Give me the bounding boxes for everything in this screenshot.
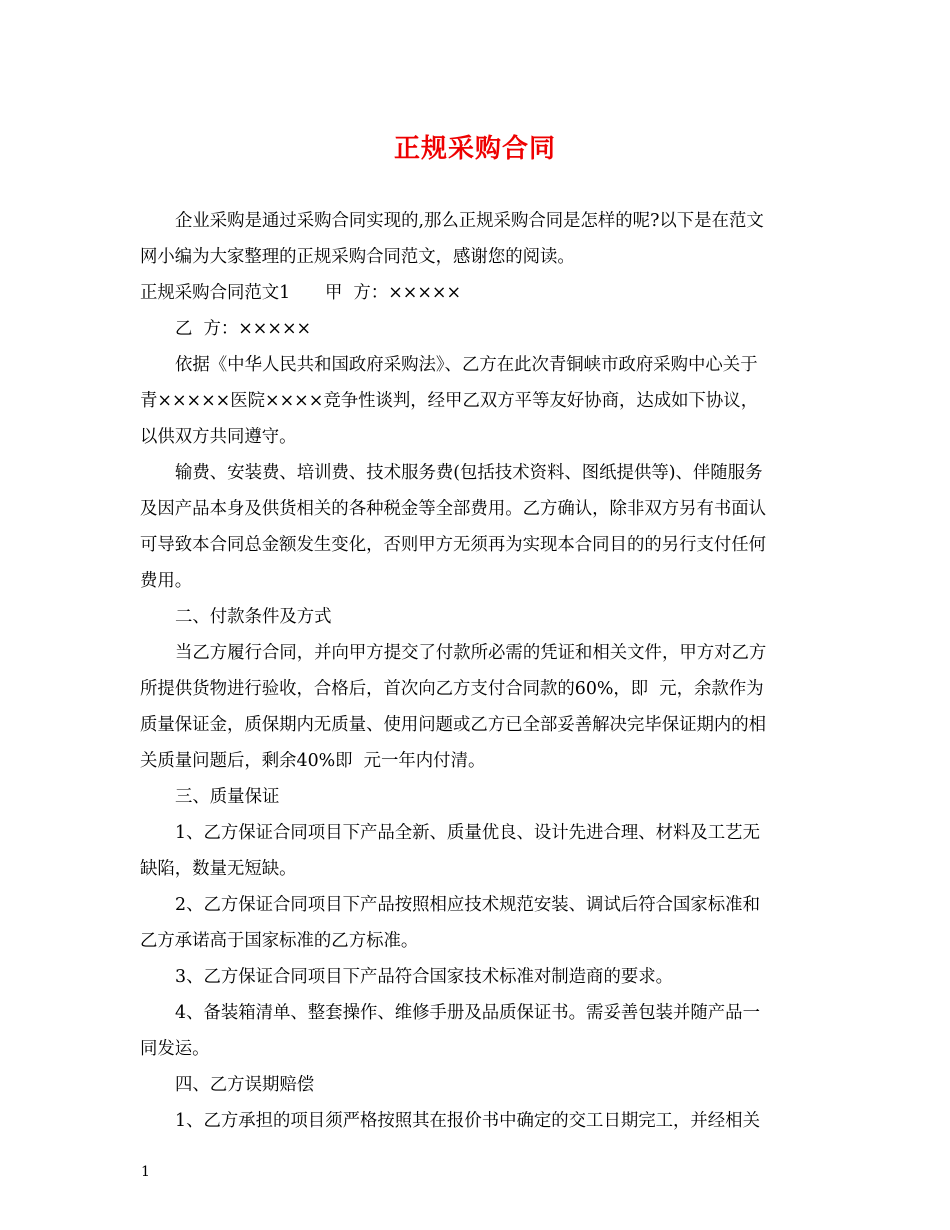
paragraph-line: 3、乙方保证合同项目下产品符合国家技术标准对制造商的要求。 <box>175 967 674 987</box>
paragraph-line: 4、备装箱清单、整套操作、维修手册及品质保证书。需妥善包装并随产品一 <box>175 1003 760 1023</box>
paragraph-line: 同发运。 <box>140 1039 210 1059</box>
document-title: 正规采购合同 <box>393 134 556 164</box>
paragraph-line: 企业采购是通过采购合同实现的,那么正规采购合同是怎样的呢?以下是在范文 <box>175 211 764 231</box>
paragraph-line: 2、乙方保证合同项目下产品按照相应技术规范安装、调试后符合国家标准和 <box>175 895 760 915</box>
party-b-line: 乙 方：××××× <box>175 319 312 339</box>
paragraph-line: 1、乙方承担的项目须严格按照其在报价书中确定的交工日期完工，并经相关 <box>175 1111 760 1131</box>
paragraph-line: 当乙方履行合同，并向甲方提交了付款所必需的凭证和相关文件，甲方对乙方 <box>175 643 767 663</box>
paragraph-line: 网小编为大家整理的正规采购合同范文，感谢您的阅读。 <box>140 247 575 267</box>
paragraph-line: 费用。 <box>140 571 193 591</box>
paragraph-line: 以供双方共同遵守。 <box>140 427 297 447</box>
paragraph-line: 缺陷，数量无短缺。 <box>140 859 297 879</box>
paragraph-line: 可导致本合同总金额发生变化，否则甲方无须再为实现本合同目的的另行支付任何 <box>140 535 767 555</box>
section-heading: 四、乙方误期赔偿 <box>175 1075 315 1095</box>
paragraph-line: 青×××××医院××××竞争性谈判，经甲乙双方平等友好协商，达成如下协议， <box>140 391 759 411</box>
document-body <box>140 203 812 1139</box>
sample-heading: 正规采购合同范文1 甲 方：××××× <box>140 283 462 303</box>
paragraph-line: 关质量问题后，剩余40%即 元一年内付清。 <box>140 751 486 771</box>
paragraph-line: 输费、安装费、培训费、技术服务费(包括技术资料、图纸提供等)、伴随服务 <box>175 463 763 483</box>
paragraph-line: 及因产品本身及供货相关的各种税金等全部费用。乙方确认，除非双方另有书面认 <box>140 499 767 519</box>
paragraph-line: 质量保证金，质保期内无质量、使用问题或乙方已全部妥善解决完毕保证期内的相 <box>140 715 767 735</box>
section-heading: 二、付款条件及方式 <box>175 607 332 627</box>
paragraph-line: 依据《中华人民共和国政府采购法》、乙方在此次青铜峡市政府采购中心关于 <box>175 355 758 375</box>
section-heading: 三、质量保证 <box>175 787 280 807</box>
paragraph-line: 1、乙方保证合同项目下产品全新、质量优良、设计先进合理、材料及工艺无 <box>175 823 760 843</box>
paragraph-line: 所提供货物进行验收，合格后，首次向乙方支付合同款的60%，即 元，余款作为 <box>140 679 764 699</box>
page-number: 1 <box>141 1164 150 1180</box>
paragraph-line: 乙方承诺高于国家标准的乙方标准。 <box>140 931 419 951</box>
